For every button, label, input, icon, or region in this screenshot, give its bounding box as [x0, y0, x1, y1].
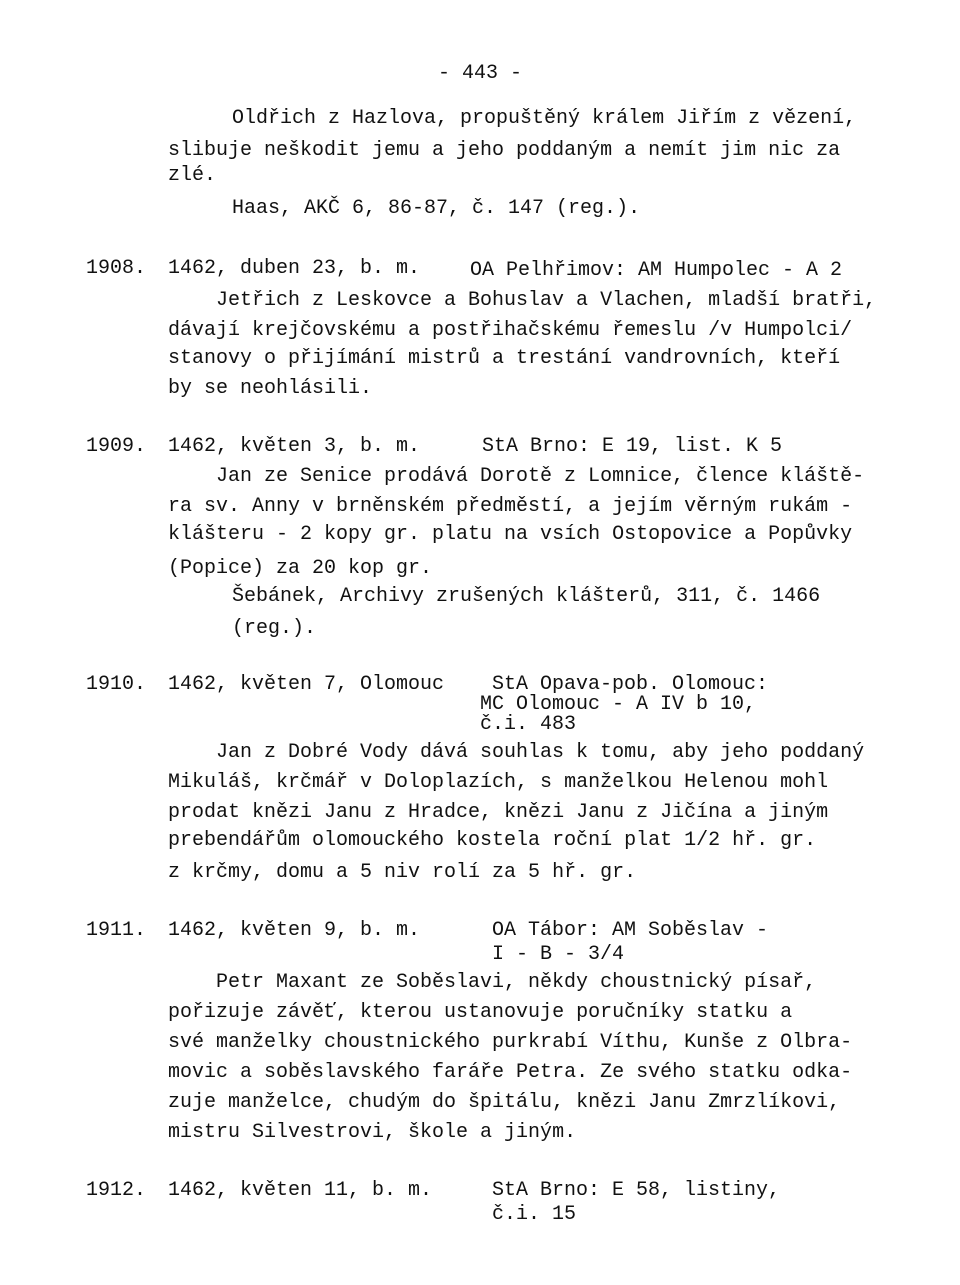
archive-source-line: I - B - 3/4 [492, 943, 625, 966]
archive-source-line: OA Tábor: AM Soběslav - [492, 919, 769, 942]
regest-line: stanovy o přijímání mistrů a trestání vandrovních, kteří [168, 347, 841, 370]
entry-date: 1462, duben 23, b. m. [168, 257, 421, 280]
regest-line: by se neohlásili. [168, 377, 373, 400]
regest-line: prebendářům olomouckého kostela roční plat 1/2 hř. gr. [168, 829, 817, 852]
archive-source-line: č.i. 15 [492, 1203, 577, 1226]
regest-line: movic a soběslavského faráře Petra. Ze svého statku odka- [168, 1061, 853, 1084]
regest-line: prodat knězi Janu z Hradce, knězi Janu z Jičína a jiným [168, 801, 829, 824]
entry-date: 1462, květen 11, b. m. [168, 1179, 433, 1202]
regest-line: dávají krejčovskému a postřihačskému řemeslu /v Humpolci/ [168, 319, 853, 342]
entry-number: 1908. [86, 257, 147, 280]
entry-number: 1909. [86, 435, 147, 458]
regest-line: Oldřich z Hazlova, propuštěný králem Jiřím z vězení, [232, 107, 857, 130]
archive-source-line: StA Brno: E 19, list. K 5 [482, 435, 783, 458]
citation-line: Haas, AKČ 6, 86-87, č. 147 (reg.). [232, 197, 641, 220]
citation-line: (reg.). [232, 617, 317, 640]
entry-date: 1462, květen 7, Olomouc [168, 673, 445, 696]
archive-source-line: č.i. 483 [480, 713, 577, 736]
regest-line: Mikuláš, krčmář v Doloplazích, s manželkou Helenou mohl [168, 771, 829, 794]
regest-line: z krčmy, domu a 5 niv rolí za 5 hř. gr. [168, 861, 637, 884]
regest-line: Petr Maxant ze Soběslavi, někdy choustnický písař, [216, 971, 817, 994]
archive-source-line: StA Opava-pob. Olomouc: [492, 673, 769, 696]
regest-line: své manželky choustnického purkrabí Víthu, Kunše z Olbra- [168, 1031, 853, 1054]
entry-date: 1462, květen 9, b. m. [168, 919, 421, 942]
entry-number: 1911. [86, 919, 147, 942]
regest-line: pořizuje závěť, kterou ustanovuje poručníky statku a [168, 1001, 793, 1024]
entry-number: 1912. [86, 1179, 147, 1202]
regest-line: klášteru - 2 kopy gr. platu na vsích Ostopovice a Popůvky [168, 523, 853, 546]
page-number: - 443 - [437, 62, 522, 85]
regest-line: Jan ze Senice prodává Dorotě z Lomnice, člence kláště- [216, 465, 865, 488]
entry-date: 1462, květen 3, b. m. [168, 435, 421, 458]
regest-line: mistru Silvestrovi, škole a jiným. [168, 1121, 577, 1144]
archive-source-line: OA Pelhřimov: AM Humpolec - A 2 [470, 259, 843, 282]
regest-line: ra sv. Anny v brněnském předměstí, a jejím věrným rukám - [168, 495, 853, 518]
regest-line: zuje manželce, chudým do špitálu, knězi Janu Zmrzlíkovi, [168, 1091, 841, 1114]
archive-source-line: MC Olomouc - A IV b 10, [480, 693, 757, 716]
archive-source-line: StA Brno: E 58, listiny, [492, 1179, 781, 1202]
citation-line: Šebánek, Archivy zrušených klášterů, 311, č. 1466 [232, 585, 821, 608]
regest-line: zlé. [168, 164, 217, 187]
regest-line: Jan z Dobré Vody dává souhlas k tomu, aby jeho poddaný [216, 741, 865, 764]
regest-line: slibuje neškodit jemu a jeho poddaným a nemít jim nic za [168, 139, 841, 162]
regest-line: Jetřich z Leskovce a Bohuslav a Vlachen, mladší bratři, [216, 289, 877, 312]
regest-line: (Popice) za 20 kop gr. [168, 557, 433, 580]
entry-number: 1910. [86, 673, 147, 696]
